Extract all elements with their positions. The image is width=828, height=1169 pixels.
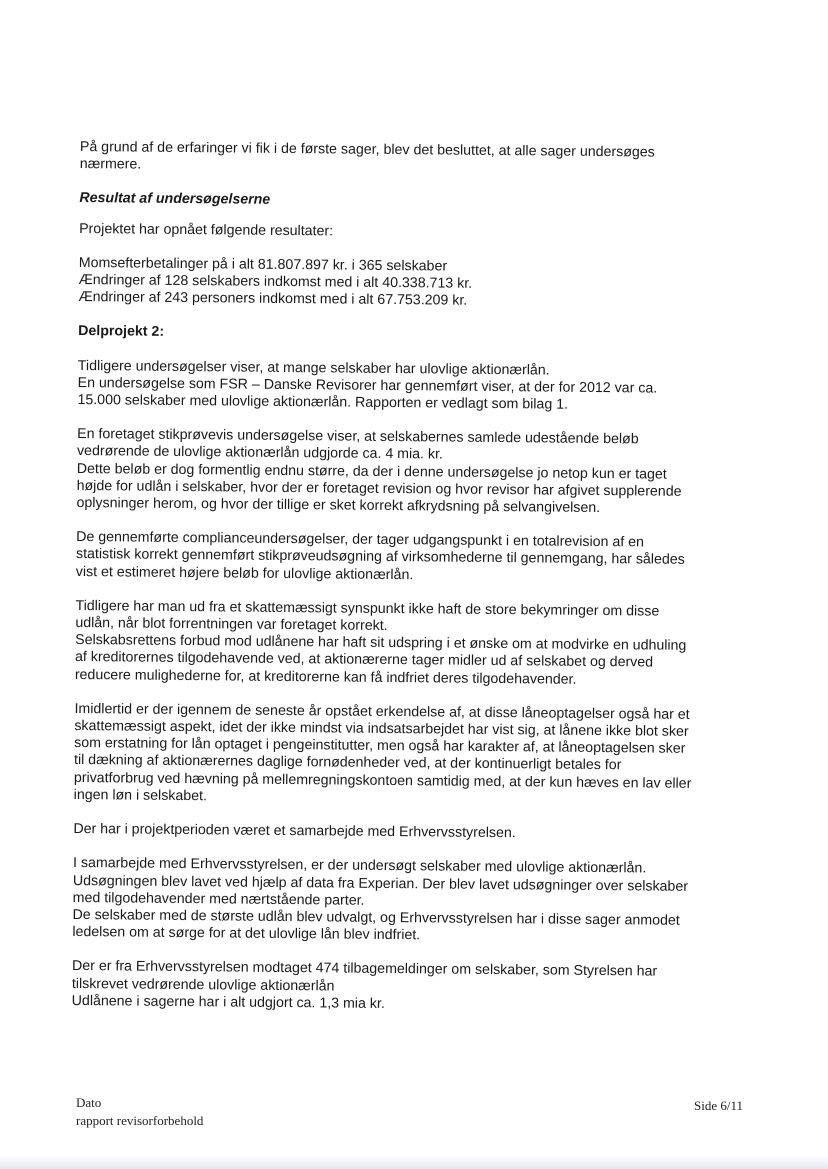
text-line: statistisk korrekt gennemført stikprøveudsøgning af virksomhederne til gennemgang, har således xyxy=(75,546,685,569)
result-item: Ændringer af 128 selskabers indkomst med i alt 40.338.713 kr. xyxy=(78,272,473,292)
text-line: ingen løn i selskabet. xyxy=(73,786,208,805)
text-line: ledelsen om at sørge for at det ulovlige lån blev indfriet. xyxy=(72,924,421,944)
text-line: tilskrevet vedrørende ulovlige aktionærlån xyxy=(71,975,335,994)
paragraph-results-intro xyxy=(79,221,751,245)
text-line: 15.000 selskaber med ulovlige aktionærlån. Rapporten er vedlagt som bilag 1. xyxy=(77,392,569,413)
text-line: På grund af de erfaringer vi fik i de første sager, blev det besluttet, at alle sager undersøges xyxy=(79,139,655,161)
text-line: Dette beløb er dog formentlig endnu større, da der i denne undersøgelse jo netop kun er taget xyxy=(76,460,667,483)
text-line: Projektet har opnået følgende resultater: xyxy=(79,220,334,240)
text-line: Der er fra Erhvervsstyrelsen modtaget 474 tilbagemeldinger om selskaber, som Styrelsen har xyxy=(71,958,658,980)
text-line: De gennemførte complianceundersøgelser, der tager udgangspunkt i en totalrevision af en xyxy=(76,529,645,551)
paragraph-previous-studies xyxy=(77,358,749,416)
paragraph-feedback xyxy=(72,958,744,1016)
text-line: privatforbrug ved hævning på mellemregningskontoen samtidig med, at der kun hæves en lav eller xyxy=(73,769,692,792)
text-line: reducere mulighederne for, at kreditorerne kan få indfriet deres tilgodehavender. xyxy=(74,666,577,688)
text-line: til dækning af aktionærernes daglige fornødenheder ved, at der kontinuerligt betales for xyxy=(73,752,622,774)
text-line: En foretaget stikprøvevis undersøgelse viser, at selskabernes samlede udestående beløb xyxy=(77,426,639,448)
paragraph-cooperation xyxy=(73,821,745,845)
text-line: af kreditorernes tilgodehavende ved, at aktionærerne tager midler ud af selskabet og derved xyxy=(74,649,654,671)
text-line: Udlånene i sagerne har i alt udgjort ca. 1,3 mia kr. xyxy=(71,992,385,1012)
text-line: nærmere. xyxy=(79,156,142,173)
text-line: En undersøgelse som FSR – Danske Revisorer har gennemført viser, at der for 2012 var ca. xyxy=(77,374,658,397)
section-heading-results: Resultat af undersøgelserne xyxy=(79,190,271,209)
text-line: skattemæssigt aspekt, idet der ikke mindst via indsatsarbejdet har vist sig, at lånene ikke blot sker xyxy=(74,718,689,740)
paragraph-erhvervsstyrelsen xyxy=(72,855,745,947)
document-body xyxy=(71,139,751,1033)
paragraph-intro xyxy=(80,139,752,180)
footer-date-label: Dato xyxy=(76,1095,102,1110)
paragraph-recognition xyxy=(74,701,747,811)
result-item: Ændringer af 243 personers indkomst med i alt 67.753.209 kr. xyxy=(78,289,468,309)
text-line: vedrørende de ulovlige aktionærlån udgjorde ca. 4 mia. kr. xyxy=(76,443,443,463)
paragraph-tax-perspective xyxy=(75,598,748,690)
results-list xyxy=(78,255,750,313)
result-item: Momsefterbetalinger på i alt 81.807.897 kr. i 365 selskaber xyxy=(78,254,448,275)
text-line: Selskabsrettens forbud mod udlånene har haft sit udspring i et ønske om at modvirke en udhuling xyxy=(75,632,687,655)
text-line: De selskaber med de største udlån blev udvalgt, og Erhvervsstyrelsen har i disse sager anmodet xyxy=(72,906,680,929)
text-line: Tidligere undersøgelser viser, at mange selskaber har ulovlige aktionærlån. xyxy=(77,357,550,379)
text-line: oplysninger herom, og hvor der tillige er sket korrekt afkrydsning på selvangivelsen. xyxy=(76,495,601,517)
text-line: som erstatning for lån optaget i pengeinstitutter, men også har karakter af, at låneoptagelsen sker xyxy=(74,735,686,758)
footer-left xyxy=(76,1094,203,1130)
paragraph-compliance xyxy=(76,529,748,587)
text-line: udlån, når blot forrentningen var foretaget korrekt. xyxy=(75,615,388,635)
text-line: Udsøgningen blev lavet ved hjælp af data fra Experian. Der blev lavet udsøgninger over selskaber xyxy=(72,872,689,895)
section-heading-delprojekt-2: Delprojekt 2: xyxy=(78,323,165,341)
page-number: Side 6/11 xyxy=(694,1098,743,1113)
text-line: Imidlertid er der igennem de seneste år opstået erkendelse af, at disse låneoptagelser også har et xyxy=(74,700,690,723)
text-line: med tilgodehavender med nærtstående parter. xyxy=(72,889,365,909)
paragraph-sample-study xyxy=(76,426,749,518)
scan-edge-decoration xyxy=(0,1155,828,1169)
text-line: Tidligere har man ud fra et skattemæssigt synspunkt ikke haft de store bekymringer om disse xyxy=(75,597,660,620)
text-line: I samarbejde med Erhvervsstyrelsen, er der undersøgt selskaber med ulovlige aktionærlån. xyxy=(72,855,647,877)
text-line: Der har i projektperioden været et samarbejde med Erhvervsstyrelsen. xyxy=(73,821,516,842)
footer-report-label: rapport revisorforbehold xyxy=(76,1113,204,1128)
text-line: højde for udlån i selskaber, hvor der er foretaget revision og hvor revisor har afgivet supplerende xyxy=(76,477,682,500)
text-line: vist et estimeret højere beløb for ulovlige aktionærlån. xyxy=(75,563,414,583)
